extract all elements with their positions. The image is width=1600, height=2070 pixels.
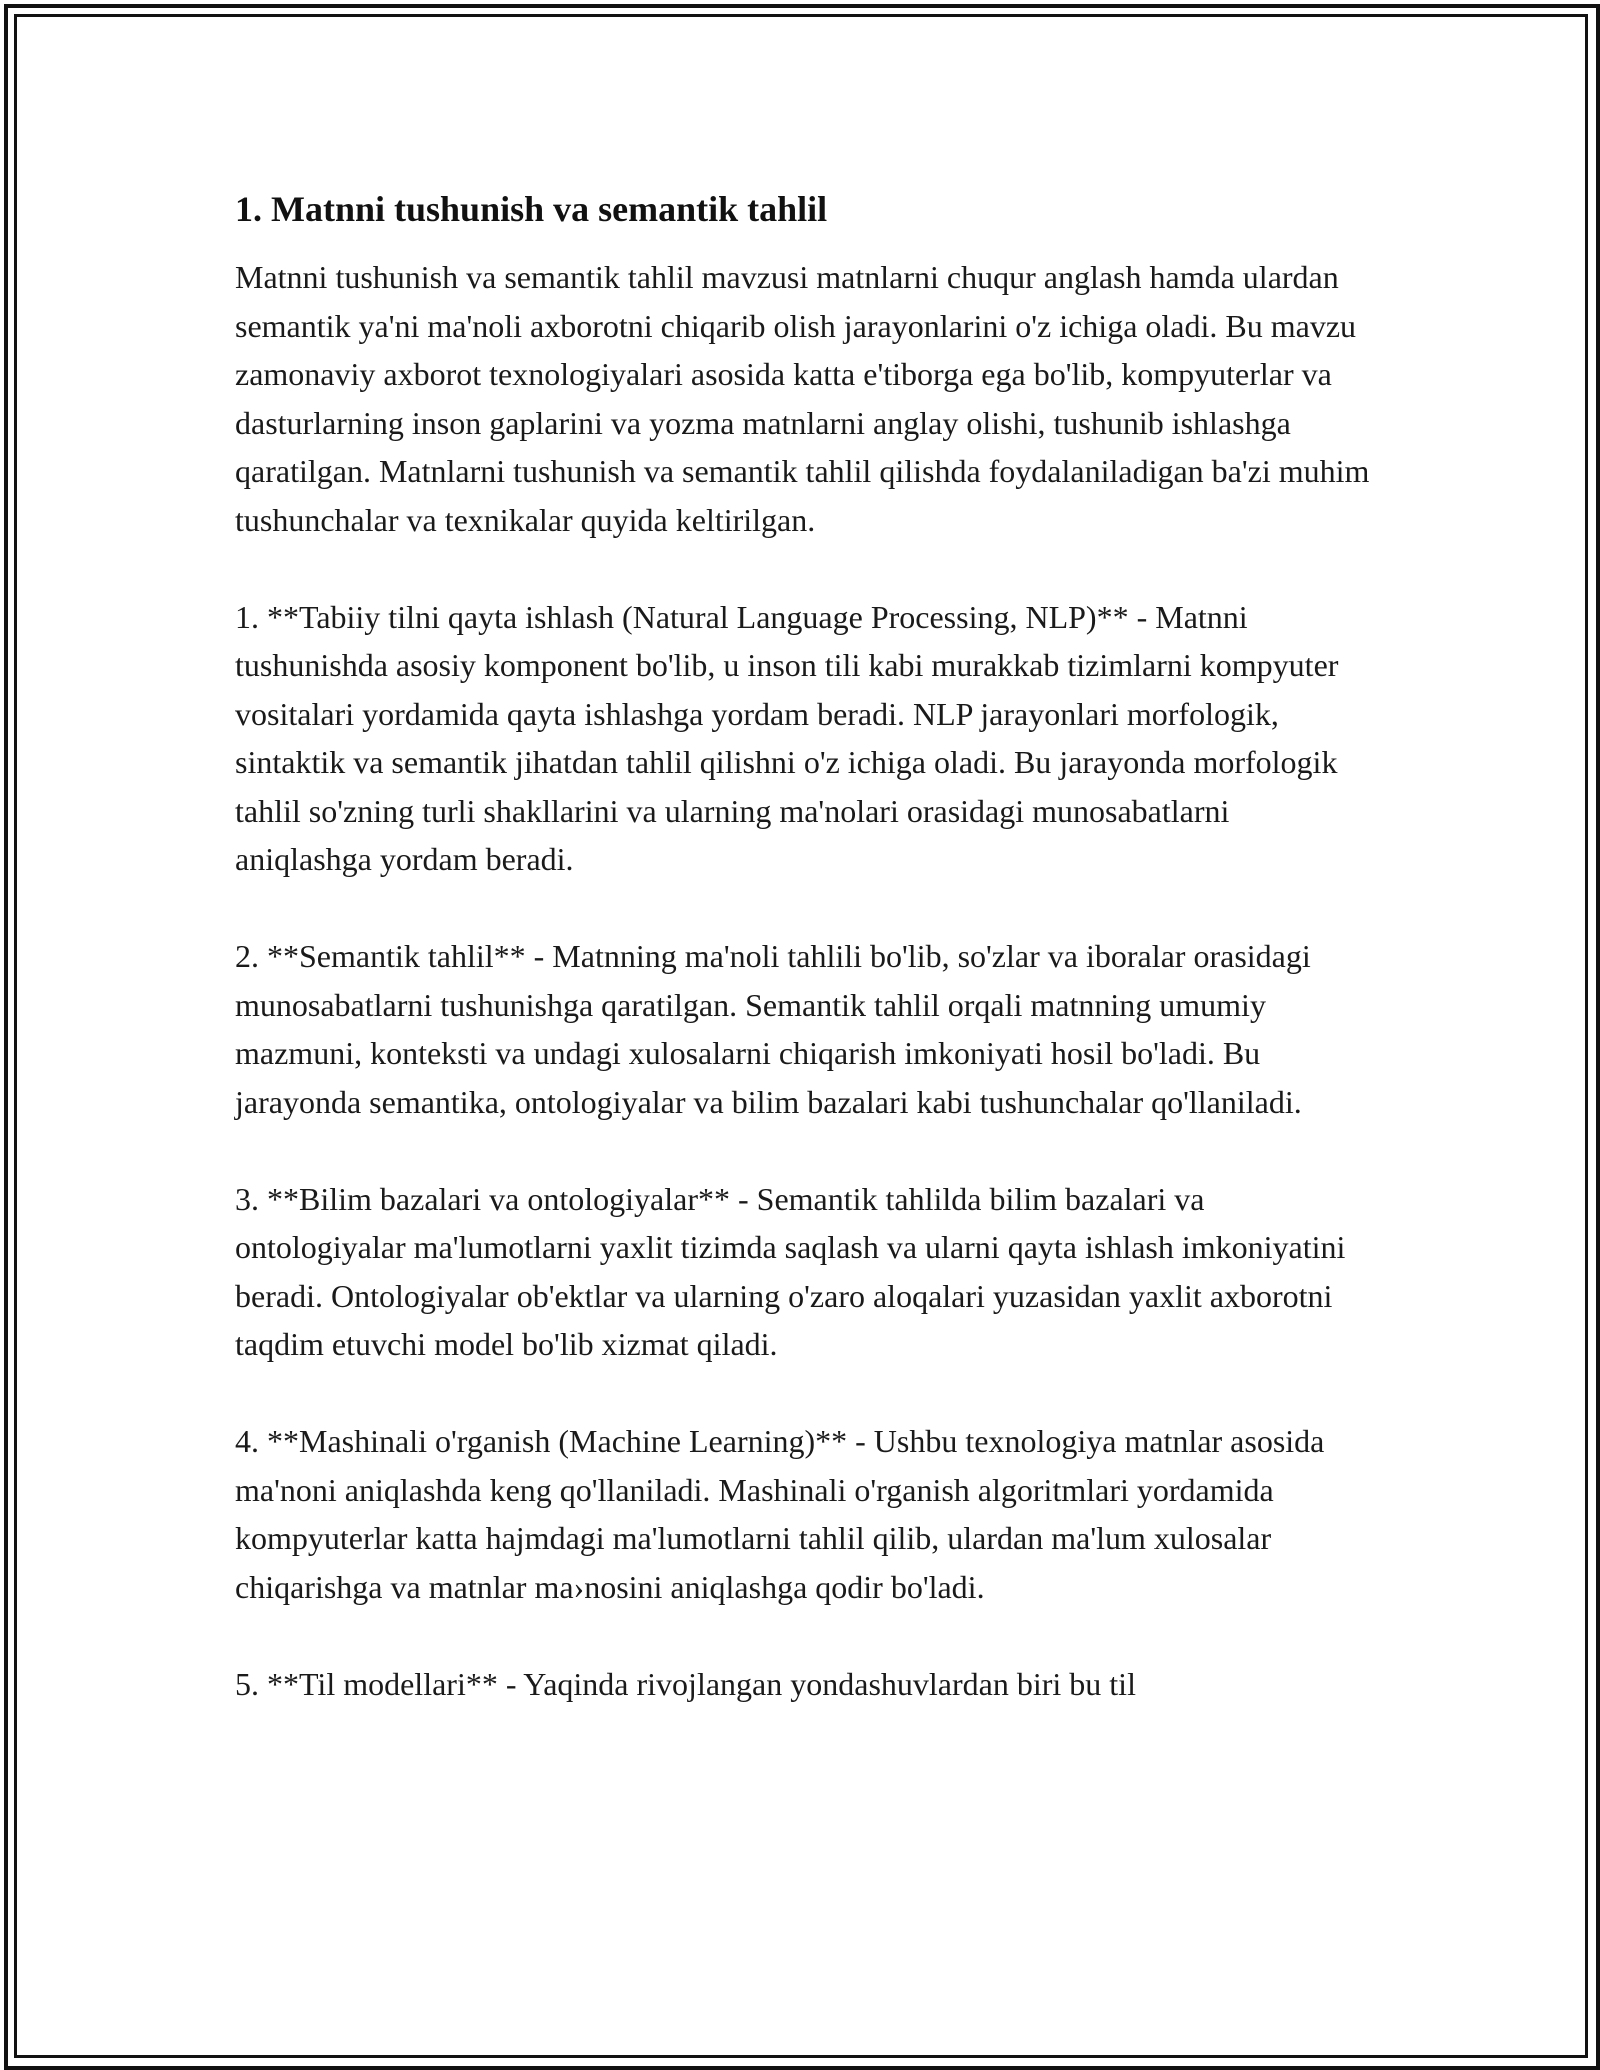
intro-paragraph: Matnni tushunish va semantik tahlil mavzusi matnlarni chuqur anglash hamda ulardan semantik ya'ni ma'noli axborotni chiqarib olish jarayonlarini o'z ichiga oladi. Bu mavzu zamonaviy axborot texnologiyalari asosida katta e'tiborga ega bo'lib, kompyuterlar va dasturlarning inson gaplarini va yozma matnlarni anglay olishi, tushunib ishlashga qaratilgan. Matnlarni tushunish va semantik tahlil qilishda foydalaniladigan ba'zi muhim tushunchalar va texnikalar quyida keltirilgan. [235, 259, 1370, 538]
list-item-language-models: 5. **Til modellari** - Yaqinda rivojlangan yondashuvlardan biri bu til [235, 1665, 1136, 1702]
list-item-knowledge-bases: 3. **Bilim bazalari va ontologiyalar** - Semantik tahlilda bilim bazalari va ontologiyalar ma'lumotlarni yaxlit tizimda saqlash va ularni qayta ishlash imkoniyatini beradi. Ontologiyalar ob'ektlar va ularning o'zaro aloqalari yuzasidan yaxlit axborotni taqdim etuvchi model bo'lib xizmat qiladi. [235, 1180, 1346, 1362]
section-heading: 1. Matnni tushunish va semantik tahlil [235, 189, 828, 229]
list-item-nlp: 1. **Tabiiy tilni qayta ishlash (Natural Language Processing, NLP)** - Matnni tushunishda asosiy komponent bo'lib, u inson tili kabi murakkab tizimlarni kompyuter vositalari yordamida qayta ishlashga yordam beradi. NLP jarayonlari morfologik, sintaktik va semantik jihatdan tahlil qilishni o'z ichiga oladi. Bu jarayonda morfologik tahlil so'zning turli shakllarini va ularning ma'nolari orasidagi munosabatlarni aniqlashga yordam beradi. [235, 598, 1339, 877]
document-body [235, 185, 1370, 1708]
list-item-semantic-analysis: 2. **Semantik tahlil** - Matnning ma'noli tahlili bo'lib, so'zlar va iboralar orasidagi munosabatlarni tushunishga qaratilgan. Semantik tahlil orqali matnning umumiy mazmuni, konteksti va undagi xulosalarni chiqarish imkoniyati hosil bo'ladi. Bu jarayonda semantika, ontologiyalar va bilim bazalari kabi tushunchalar qo'llaniladi. [235, 938, 1311, 1120]
list-item-machine-learning: 4. **Mashinali o'rganish (Machine Learning)** - Ushbu texnologiya matnlar asosida ma'noni aniqlashda keng qo'llaniladi. Mashinali o'rganish algoritmlari yordamida kompyuterlar katta hajmdagi ma'lumotlarni tahlil qilib, ulardan ma'lum xulosalar chiqarishga va matnlar ma›nosini aniqlashga qodir bo'ladi. [235, 1423, 1325, 1605]
